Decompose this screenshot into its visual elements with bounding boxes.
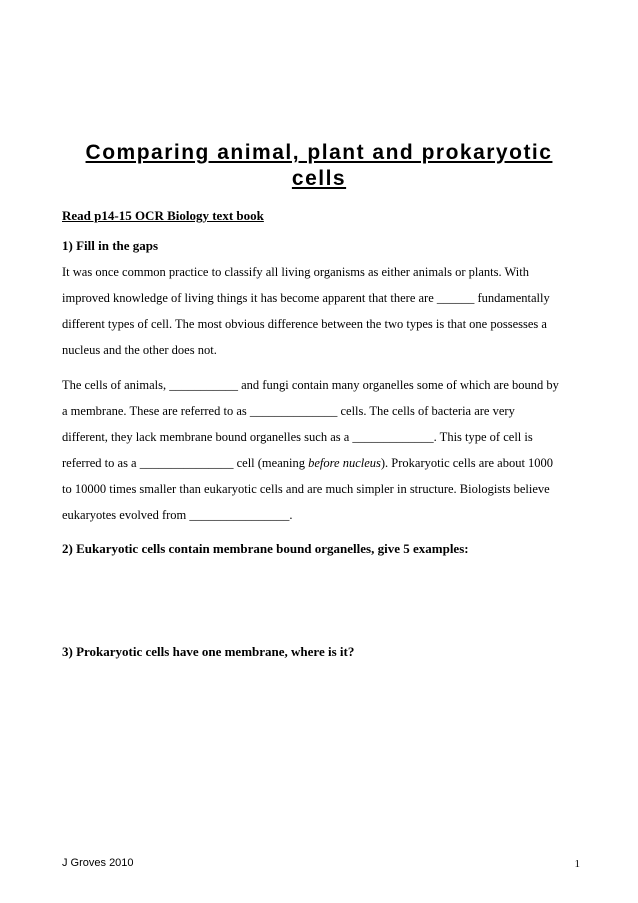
question-3-heading: 3) Prokaryotic cells have one membrane, where is it? (62, 644, 355, 659)
page-title-line-2: cells (291, 167, 347, 190)
paragraph-2-line: to 10000 times smaller than eukaryotic cells and are much simpler in structure. Biologists believe (62, 482, 550, 496)
footer-author: J Groves 2010 (62, 857, 134, 869)
paragraph-2-line: a membrane. These are referred to as ______________ cells. The cells of bacteria are very (62, 404, 515, 418)
paragraph-2-line (62, 450, 582, 476)
paragraph-2 (62, 372, 582, 528)
page-title (40, 140, 598, 192)
question-2-heading: 2) Eukaryotic cells contain membrane bound organelles, give 5 examples: (62, 541, 469, 556)
reading-instruction: Read p14-15 OCR Biology text book (62, 208, 264, 223)
paragraph-2-line: The cells of animals, ___________ and fungi contain many organelles some of which are bound by (62, 378, 559, 392)
page-number: 1 (574, 858, 580, 870)
paragraph-1 (62, 259, 582, 363)
question-1-heading: 1) Fill in the gaps (62, 238, 159, 253)
paragraph-1-line: different types of cell. The most obvious difference between the two types is that one possesses a (62, 317, 547, 331)
paragraph-2-text: referred to as a _______________ cell (meaning (62, 456, 309, 470)
paragraph-1-line: nucleus and the other does not. (62, 343, 217, 357)
page-title-line-1: Comparing animal, plant and prokaryotic (85, 141, 553, 164)
paragraph-2-line: different, they lack membrane bound organelles such as a _____________. This type of cell is (62, 430, 533, 444)
italic-term: before nucleus (308, 456, 381, 470)
paragraph-2-line: eukaryotes evolved from ________________. (62, 508, 293, 522)
paragraph-2-text: ). Prokaryotic cells are about 1000 (380, 456, 554, 470)
paragraph-1-line: improved knowledge of living things it has become apparent that there are ______ fundamentally (62, 291, 550, 305)
paragraph-1-line: It was once common practice to classify all living organisms as either animals or plants. With (62, 265, 529, 279)
